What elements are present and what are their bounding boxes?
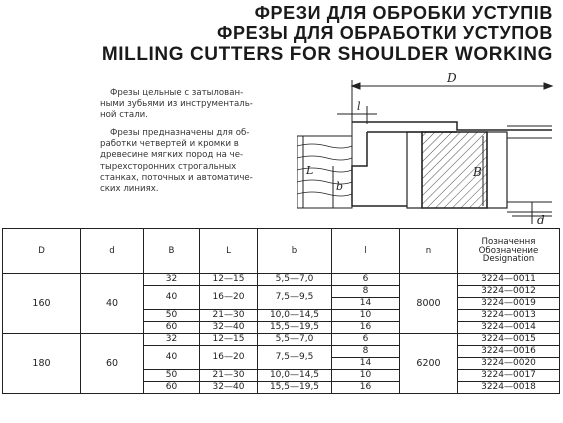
cell-b: 10,0—14,5 [258, 310, 332, 322]
cell-b: 5,5—7,0 [258, 274, 332, 286]
cell-l: 14 [332, 358, 400, 370]
cell-B: 50 [144, 310, 200, 322]
cell-B: 60 [144, 322, 200, 334]
header-l: l [332, 229, 400, 274]
label-D: D [447, 71, 457, 85]
cell-designation: 3224—0016 [458, 346, 560, 358]
label-l: l [357, 100, 361, 113]
label-B: B [473, 165, 482, 179]
cell-l: 16 [332, 322, 400, 334]
header-B: B [144, 229, 200, 274]
cell-b: 15,5—19,5 [258, 322, 332, 334]
label-b: b [336, 180, 344, 193]
cell-L: 32—40 [200, 322, 258, 334]
description-paragraph-2 [100, 128, 295, 195]
cell-b: 5,5—7,0 [258, 334, 332, 346]
description-line: работки четвертей и кромки в [100, 139, 239, 150]
description-line: ными зубьями из инструменталь- [100, 99, 253, 110]
cell-designation: 3224—0018 [458, 382, 560, 394]
cell-B: 32 [144, 274, 200, 286]
cell-l: 8 [332, 346, 400, 358]
cell-L: 12—15 [200, 274, 258, 286]
header-b: b [258, 229, 332, 274]
cell-designation: 3224—0019 [458, 298, 560, 310]
cell-L: 12—15 [200, 334, 258, 346]
cell-designation: 3224—0015 [458, 334, 560, 346]
cell-D: 160 [3, 274, 81, 334]
cell-D: 180 [3, 334, 81, 394]
table-row [3, 334, 560, 346]
cell-d: 60 [81, 334, 144, 394]
cell-l: 6 [332, 274, 400, 286]
specification-table [2, 228, 560, 394]
label-d: d [537, 213, 545, 226]
table-header-row [3, 229, 560, 274]
cell-b: 10,0—14,5 [258, 370, 332, 382]
header-D: D [3, 229, 81, 274]
description-line: древесине мягких пород на че- [100, 150, 244, 161]
description-line: Фрезы цельные с затылован- [110, 88, 244, 98]
title-ukrainian: ФРЕЗИ ДЛЯ ОБРОБКИ УСТУПІВ [254, 3, 553, 23]
cell-l: 16 [332, 382, 400, 394]
cell-b: 7,5—9,5 [258, 286, 332, 310]
cell-L: 32—40 [200, 382, 258, 394]
cell-B: 40 [144, 286, 200, 310]
cell-l: 8 [332, 286, 400, 298]
table-row [3, 274, 560, 286]
title-english: MILLING CUTTERS FOR SHOULDER WORKING [101, 44, 553, 65]
dim-arrow [544, 83, 552, 89]
cell-n: 8000 [400, 274, 458, 334]
cutter-technical-drawing [297, 66, 559, 226]
cell-L: 16—20 [200, 346, 258, 370]
description-line: станках, поточных и автоматиче- [100, 172, 253, 183]
cell-designation: 3224—0013 [458, 310, 560, 322]
cell-l: 6 [332, 334, 400, 346]
cell-L: 21—30 [200, 370, 258, 382]
designation-russian: Обозначение [478, 245, 539, 256]
cell-B: 60 [144, 382, 200, 394]
label-L: L [306, 164, 314, 177]
description-line: Фрезы предназначены для об- [110, 128, 250, 138]
header-d: d [81, 229, 144, 274]
cell-b: 7,5—9,5 [258, 346, 332, 370]
description-line: ских линиях. [100, 184, 159, 195]
cell-d: 40 [81, 274, 144, 334]
cell-designation: 3224—0011 [458, 274, 560, 286]
cell-l: 10 [332, 370, 400, 382]
cell-designation: 3224—0017 [458, 370, 560, 382]
description-paragraph-1 [100, 88, 295, 122]
header-designation [458, 229, 560, 274]
cell-designation: 3224—0014 [458, 322, 560, 334]
designation-english: Designation [482, 254, 535, 265]
cell-b: 15,5—19,5 [258, 382, 332, 394]
cell-designation: 3224—0012 [458, 286, 560, 298]
cell-l: 10 [332, 310, 400, 322]
header-L: L [200, 229, 258, 274]
cell-B: 50 [144, 370, 200, 382]
designation-ukrainian: Позначення [481, 237, 536, 248]
table-body [3, 274, 560, 394]
description-line: тырехсторонних строгальных [100, 161, 237, 172]
cell-B: 40 [144, 346, 200, 370]
cell-n: 6200 [400, 334, 458, 394]
cell-L: 16—20 [200, 286, 258, 310]
title-russian: ФРЕЗЫ ДЛЯ ОБРАБОТКИ УСТУПОВ [217, 23, 553, 43]
header-n: n [400, 229, 458, 274]
dim-arrow [352, 83, 360, 89]
cell-l: 14 [332, 298, 400, 310]
description-line: ной стали. [100, 110, 148, 121]
cell-B: 32 [144, 334, 200, 346]
cell-L: 21—30 [200, 310, 258, 322]
cell-designation: 3224—0020 [458, 358, 560, 370]
